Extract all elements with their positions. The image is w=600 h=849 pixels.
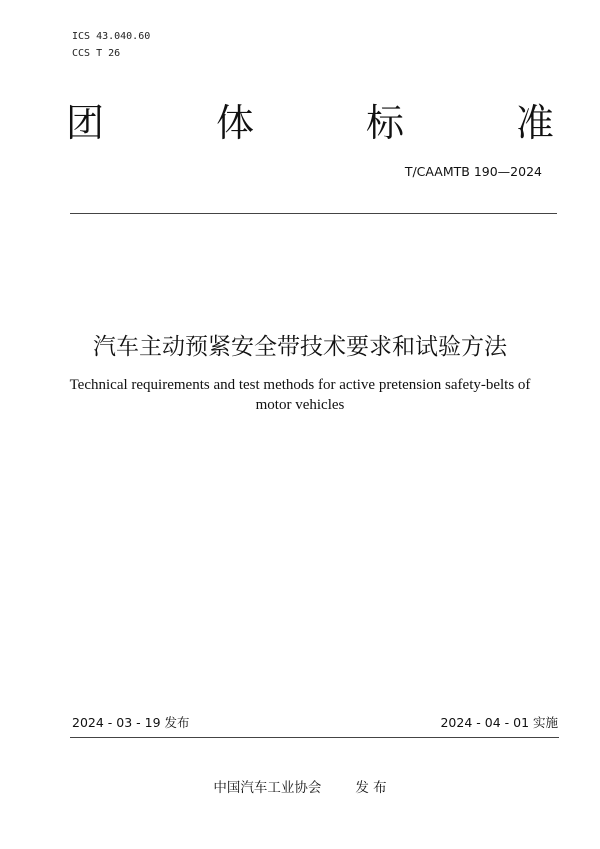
ics-code: 43.040.60: [96, 31, 151, 42]
publisher-organization: 中国汽车工业协会: [213, 780, 322, 796]
document-title-cn: 汽车主动预紧安全带技术要求和试验方法: [93, 334, 507, 360]
classification-block: [72, 28, 150, 62]
title-char-2: 体: [215, 100, 254, 145]
standard-type-title: [60, 94, 560, 144]
top-divider: [70, 213, 557, 214]
publisher-line: [0, 776, 600, 796]
ccs-label: CCS: [72, 48, 91, 59]
bottom-divider: [70, 737, 559, 738]
ccs-code: T 26: [96, 48, 121, 59]
title-char-1: 团: [65, 100, 104, 145]
ics-row: [72, 28, 150, 45]
title-char-4: 准: [515, 100, 554, 145]
implementation-date: 2024 - 04 - 01 实施: [440, 715, 558, 730]
ics-label: ICS: [72, 31, 91, 42]
standard-number: T/CAAMTB 190—2024: [404, 164, 542, 179]
issue-date: 2024 - 03 - 19 发布: [72, 715, 190, 730]
publisher-action: 发 布: [355, 780, 387, 796]
title-char-3: 标: [365, 100, 404, 145]
ccs-row: [72, 45, 150, 62]
document-title-en: Technical requirements and test methods for active pretension safety-belts of motor vehicles: [69, 377, 531, 413]
